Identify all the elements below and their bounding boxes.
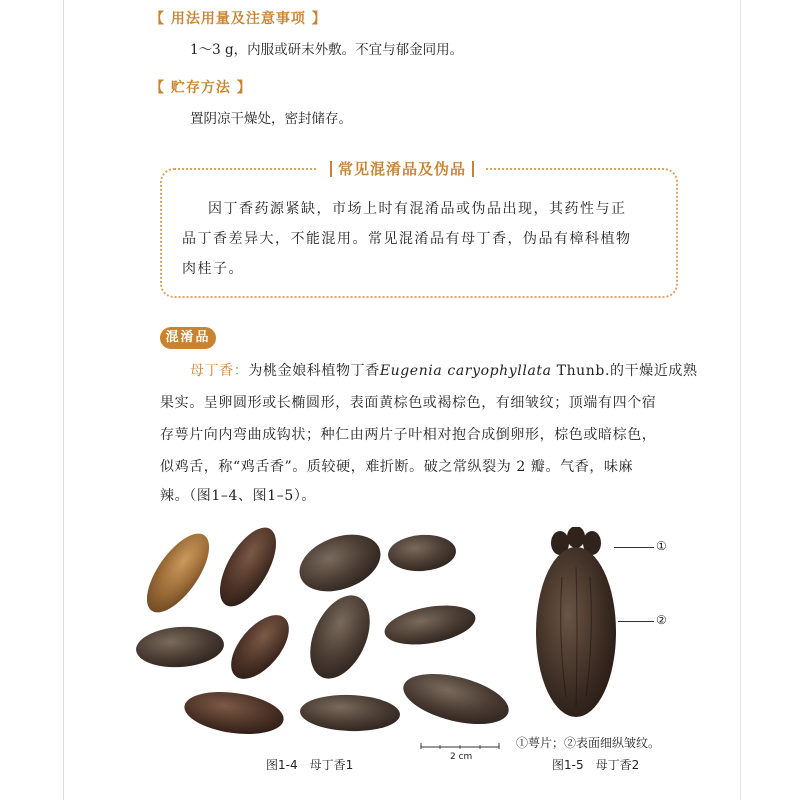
- box-line-3: 肉桂子。: [182, 261, 244, 277]
- storage-text: 置阴凉干燥处，密封储存。: [190, 111, 352, 127]
- title-bar-right: [472, 161, 474, 177]
- fruit: [382, 599, 479, 650]
- fruit: [220, 605, 299, 689]
- confusion-line-4: 似鸡舌，称“鸡舌香”。质较硬，难折断。破之常纵裂为 2 瓣。气香，味麻: [160, 459, 634, 475]
- scale-label: 2 cm: [450, 752, 473, 762]
- scale-bar: [420, 741, 500, 751]
- fruit: [398, 665, 513, 734]
- fruit: [387, 533, 457, 574]
- box-line-2: 品丁香差异大，不能混用。常见混淆品有母丁香，伪品有樟科植物: [182, 231, 632, 247]
- confusion-line-5: 辣。（图1–4、图1–5）。: [160, 488, 317, 504]
- box-line-1: 因丁香药源紧缺，市场上时有混淆品或伪品出现，其药性与正: [208, 201, 627, 217]
- fruit: [135, 525, 221, 622]
- fruit: [299, 693, 400, 732]
- figure-1-4-caption: 图1-4 母丁香1: [266, 758, 354, 772]
- dosage-text: 1～3 g，内服或研末外敷。不宜与郁金同用。: [190, 42, 464, 58]
- fruit: [298, 586, 381, 688]
- latin-name: Eugenia caryophyllata: [379, 363, 552, 379]
- figure-1-5-caption: 图1-5 母丁香2: [552, 758, 640, 772]
- storage-heading: 【 贮存方法 】: [150, 80, 252, 96]
- box-title-row: [64, 157, 740, 179]
- confusion-line-2: 果实。呈卵圆形或长椭圆形，表面黄棕色或褐棕色，有细皱纹；顶端有四个宿: [160, 395, 657, 411]
- fruit: [292, 525, 389, 602]
- callout-line-2: [618, 621, 654, 622]
- box-title: [318, 158, 486, 179]
- confusion-line-3: 存萼片向内弯曲成钩状；种仁由两片子叶相对抱合成倒卵形，棕色或暗棕色，: [160, 427, 657, 443]
- sepal-mid: [567, 527, 585, 548]
- confusion-line1-pre: 为桃金娘科植物丁香: [248, 363, 380, 379]
- figure-1-5-note: ①萼片；②表面细纵皱纹。: [516, 736, 661, 750]
- callout-1: ①: [656, 539, 667, 553]
- fruit: [209, 525, 288, 615]
- confusion-box: [160, 168, 678, 298]
- confusion-tag: 混淆品: [160, 327, 216, 349]
- title-bar-left: [330, 161, 332, 177]
- confusion-line-1: [190, 360, 698, 380]
- book-page: [63, 0, 741, 800]
- fruit: [135, 624, 226, 670]
- box-title-text: 常见混淆品及伪品: [337, 159, 466, 178]
- fruit: [182, 686, 287, 740]
- dosage-heading: 【 用法用量及注意事项 】: [150, 11, 327, 27]
- confusion-line1-post: Thunb.的干燥近成熟: [551, 363, 698, 379]
- callout-2: ②: [656, 613, 667, 627]
- confusion-name: 母丁香：: [190, 363, 249, 379]
- figure-1-4-photo: [130, 525, 520, 745]
- callout-line-1: [614, 547, 654, 548]
- figure-1-5-photo: [532, 527, 622, 722]
